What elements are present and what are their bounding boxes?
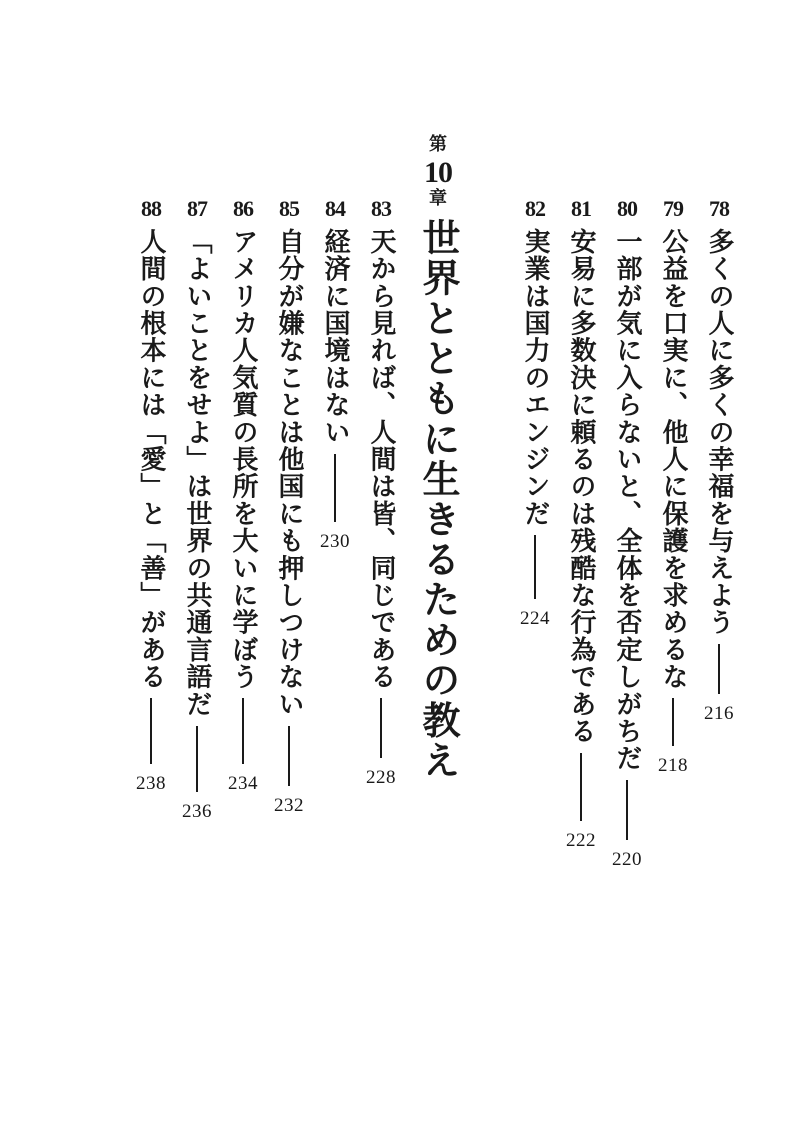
toc-entry-78[interactable] [702,198,736,723]
page-number: 236 [182,800,212,822]
entry-title: 人間の根本には「愛」と「善」がある [136,228,166,691]
entry-title: 多くの人に多くの幸福を与えよう [704,228,734,636]
page-number: 234 [228,773,258,795]
leader-line [718,644,720,694]
toc-entry-80[interactable] [610,198,644,869]
page-number: 232 [274,794,304,816]
leader-line [580,753,582,821]
entry-number: 79 [663,196,683,221]
entry-number: 82 [525,196,545,221]
toc-entry-82[interactable] [518,198,552,628]
entry-title: 公益を口実に、他人に保護を求めるな [658,228,688,691]
toc-entry-86[interactable] [226,198,260,793]
leader-line [150,698,152,764]
leader-line [672,698,674,746]
entry-number: 88 [141,196,161,221]
entry-title: 「よいことをせよ」は世界の共通言語だ [182,228,212,718]
toc-entry-79[interactable] [656,198,690,775]
leader-line [288,726,290,786]
entry-number: 86 [233,196,253,221]
entry-number: 84 [325,196,345,221]
entry-title: 天から見れば、人間は皆、同じである [366,228,396,691]
toc-entry-84[interactable] [318,198,352,551]
entry-number: 87 [187,196,207,221]
page-number: 218 [658,755,688,777]
toc-entry-83[interactable] [364,198,398,787]
page-number: 238 [136,773,166,795]
page-number: 216 [704,703,734,724]
entry-number: 80 [617,196,637,221]
toc-entry-88[interactable] [134,198,168,793]
leader-line [242,698,244,764]
page-number: 224 [520,608,550,630]
leader-line [534,535,536,599]
page-number: 222 [566,829,596,851]
entry-title: 実業は国力のエンジンだ [520,228,550,528]
leader-line [196,726,198,792]
toc-entry-81[interactable] [564,198,598,850]
entry-number: 85 [279,196,299,221]
toc-entry-87[interactable] [180,198,214,821]
entry-title: アメリカ人気質の長所を大いに学ぼう [228,228,258,691]
toc-entry-85[interactable] [272,198,306,815]
entry-number: 78 [709,196,729,221]
entry-title: 安易に多数決に頼るのは残酷な行為である [566,228,596,745]
entry-number: 81 [571,196,591,221]
entry-title: 一部が気に入らないと、全体を否定しがちだ [612,228,642,772]
leader-line [334,454,336,522]
page-number: 230 [320,530,350,552]
chapter-heading[interactable] [414,136,462,781]
chapter-number: 10 [424,156,452,189]
leader-line [626,780,628,840]
chapter-label-top: 第 [429,134,447,155]
chapter-title: 世界とともに生きるための教え [416,218,461,781]
leader-line [380,698,382,758]
chapter-label-bottom: 章 [429,188,447,209]
entry-title: 経済に国境はない [320,228,350,446]
page-number: 220 [612,849,642,870]
page-number: 228 [366,767,396,789]
entry-title: 自分が嫌なことは他国にも押しつけない [274,228,304,718]
entry-number: 83 [371,196,391,221]
